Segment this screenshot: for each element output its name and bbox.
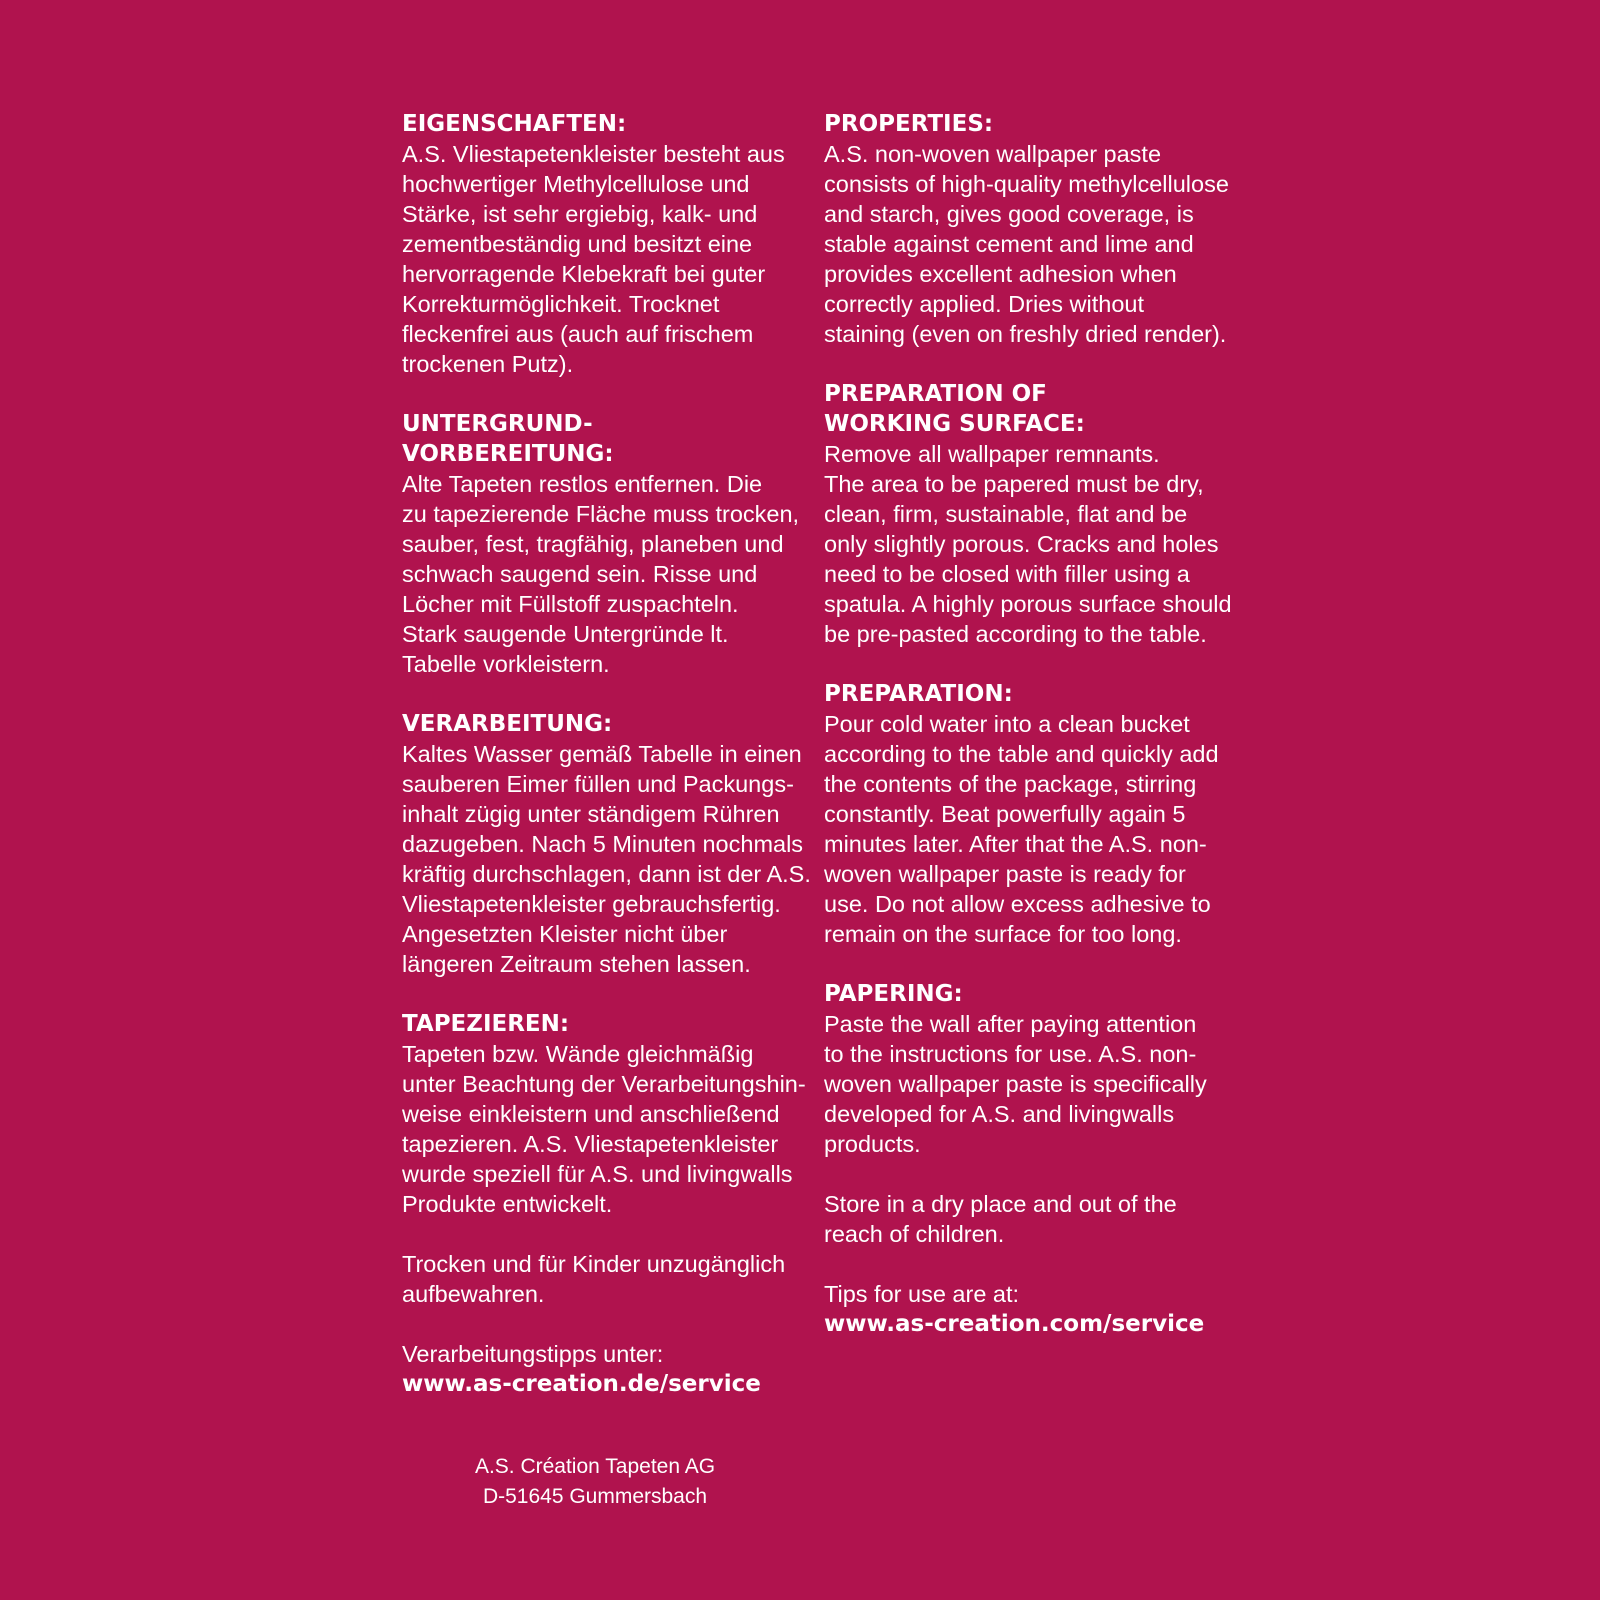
section-eigenschaften — [402, 109, 812, 379]
section-heading: EIGENSCHAFTEN: — [402, 111, 627, 137]
section-heading: PREPARATION OF WORKING SURFACE: — [824, 381, 1085, 437]
section-body: Kaltes Wasser gemäß Tabelle in einen sauberen Eimer füllen und Packungs- inhalt zügig unter ständigem Rühren dazugeben. Nach 5 Minuten nochmals kräftig durchschlagen, dann ist der A.S. Vliestapetenkleister gebrauchsfertig. Angesetzten Kleister nicht über längeren Zeitraum stehen lassen. — [402, 741, 811, 977]
tips-label: Tips for use are at: — [824, 1281, 1020, 1307]
section-heading: PREPARATION: — [824, 681, 1013, 707]
section-heading: VERARBEITUNG: — [402, 711, 613, 737]
company-address: D-51645 Gummersbach — [482, 1485, 708, 1508]
section-body: Tapeten bzw. Wände gleichmäßig unter Beachtung der Verarbeitungshin- weise einkleistern und anschließend tapezieren. A.S. Vliestapetenkleister wurde speziell für A.S. und livingwalls Produkte entwickelt. — [402, 1041, 806, 1217]
section-body: Alte Tapeten restlos entfernen. Die zu tapezierende Fläche muss trocken, sauber, fest, tragfähig, planeben und schwach saugend sein. Risse und Löcher mit Füllstoff zuspachteln. Stark saugende Untergründe lt. Tabelle vorkleistern. — [402, 471, 800, 677]
section-properties — [824, 109, 1234, 349]
section-heading: TAPEZIEREN: — [402, 1011, 570, 1037]
german-column — [402, 109, 812, 1399]
section-body: Pour cold water into a clean bucket according to the table and quickly add the contents of the package, stirring constantly. Beat powerfully again 5 minutes later. After that the A.S. non- woven wallpaper paste is ready for use. Do not allow excess adhesive to remain on the surface for too long. — [824, 711, 1219, 947]
service-url-link[interactable]: www.as-creation.de/service — [402, 1371, 761, 1397]
tips-label: Verarbeitungstipps unter: — [402, 1341, 664, 1367]
section-tapezieren — [402, 1009, 812, 1219]
section-body: Remove all wallpaper remnants. The area to be papered must be dry, clean, firm, sustainable, flat and be only slightly porous. Cracks and holes need to be closed with filler using a spatula. A highly porous surface should be pre-pasted according to the table. — [824, 441, 1232, 647]
section-body: A.S. non-woven wallpaper paste consists of high-quality methylcellulose and starch, gives good coverage, is stable against cement and lime and provides excellent adhesion when correctly applied. Dries without staining (even on freshly dried render). — [824, 141, 1229, 347]
section-preparation — [824, 679, 1234, 949]
storage-note: Trocken und für Kinder unzugänglich aufbewahren. — [402, 1251, 786, 1307]
storage-note: Store in a dry place and out of the reach of children. — [824, 1191, 1177, 1247]
section-heading: PROPERTIES: — [824, 111, 994, 137]
section-papering — [824, 979, 1234, 1159]
section-body: Paste the wall after paying attention to the instructions for use. A.S. non- woven wallpaper paste is specifically developed for A.S. and livingwalls products. — [824, 1011, 1207, 1157]
section-verarbeitung — [402, 709, 812, 979]
company-address-block — [402, 1452, 788, 1512]
english-column — [824, 109, 1234, 1339]
section-preparation-of-working-surface — [824, 379, 1234, 649]
company-name: A.S. Création Tapeten AG — [474, 1455, 716, 1478]
section-heading: PAPERING: — [824, 981, 963, 1007]
service-url-link[interactable]: www.as-creation.com/service — [824, 1311, 1205, 1337]
section-body: A.S. Vliestapetenkleister besteht aus hochwertiger Methylcellulose und Stärke, ist sehr ergiebig, kalk- und zementbeständig und besitzt eine hervorragende Klebekraft bei guter Korrekturmöglichkeit. Trocknet fleckenfrei aus (auch auf frischem trockenen Putz). — [402, 141, 785, 377]
section-heading: UNTERGRUND- VORBEREITUNG: — [402, 411, 614, 467]
section-untergrund-vorbereitung — [402, 409, 812, 679]
